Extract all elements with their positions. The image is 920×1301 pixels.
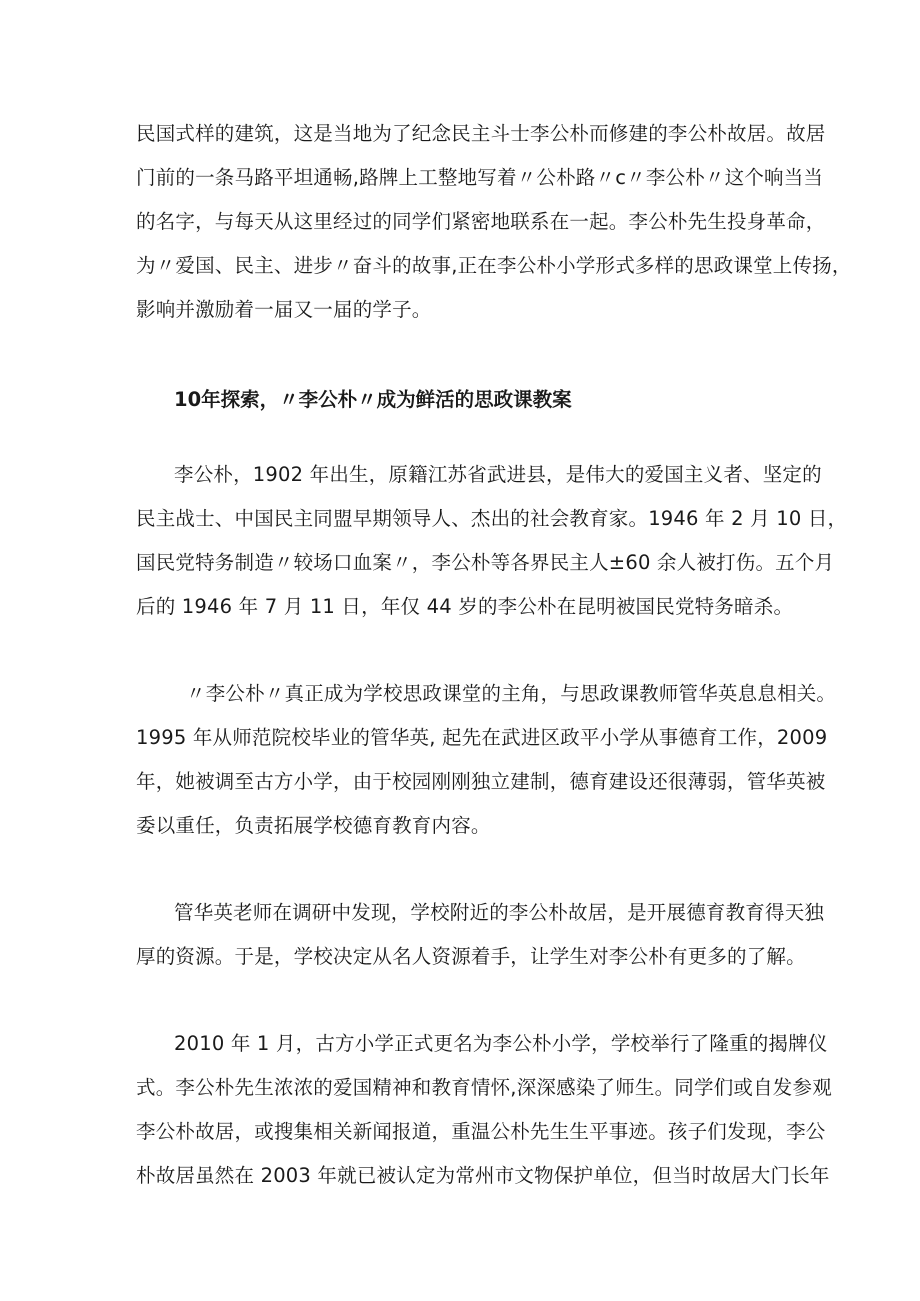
- text-line: 2010 年 1 月，古方小学正式更名为李公朴小学，学校举行了隆重的揭牌仪: [174, 1032, 828, 1055]
- text-line: 式。李公朴先生浓浓的爱国精神和教育情怀,深深感染了师生。同学们或自发参观: [136, 1076, 832, 1099]
- text-line: 国民党特务制造〃较场口血案〃，李公朴等各界民主人±60 余人被打伤。五个月: [136, 551, 835, 574]
- text-line: 年，她被调至古方小学，由于校园刚刚独立建制，德育建设还很薄弱，管华英被: [136, 770, 826, 793]
- text-line: 民国式样的建筑，这是当地为了纪念民主斗士李公朴而修建的李公朴故居。故居: [136, 122, 826, 145]
- text-line: 门前的一条马路平坦通畅,路牌上工整地写着〃公朴路〃c〃李公朴〃这个响当当: [136, 166, 824, 189]
- section-heading: 10年探索，〃李公朴〃成为鲜活的思政课教案: [174, 388, 572, 411]
- text-line: 后的 1946 年 7 月 11 日，年仅 44 岁的李公朴在昆明被国民党特务暗杀。: [136, 595, 794, 618]
- text-line: 1995 年从师范院校毕业的管华英, 起先在武进区政平小学从事德育工作，2009: [136, 726, 828, 749]
- text-line: 朴故居虽然在 2003 年就已被认定为常州市文物保护单位，但当时故居大门长年: [136, 1164, 830, 1187]
- text-line: 影响并激励着一届又一届的学子。: [136, 298, 432, 321]
- text-line: 委以重任，负责拓展学校德育教育内容。: [136, 814, 491, 837]
- text-line: 民主战士、中国民主同盟早期领导人、杰出的社会教育家。1946 年 2 月 10 日，: [136, 507, 848, 530]
- text-line: 的名字，与每天从这里经过的同学们紧密地联系在一起。李公朴先生投身革命，: [136, 210, 826, 233]
- text-line: 管华英老师在调研中发现，学校附近的李公朴故居，是开展德育教育得天独: [174, 901, 825, 924]
- text-line: 为〃爱国、民主、进步〃奋斗的故事,正在李公朴小学形式多样的思政课堂上传扬，: [136, 254, 852, 277]
- text-line: 李公朴故居，或搜集相关新闻报道，重温公朴先生生平事迹。孩子们发现，李公: [136, 1120, 826, 1143]
- text-line: 李公朴，1902 年出生，原籍江苏省武进县，是伟大的爱国主义者、坚定的: [174, 463, 822, 486]
- text-line: 〃李公朴〃真正成为学校思政课堂的主角，与思政课教师管华英息息相关。: [186, 682, 837, 705]
- text-line: 厚的资源。于是，学校决定从名人资源着手，让学生对李公朴有更多的了解。: [136, 945, 806, 968]
